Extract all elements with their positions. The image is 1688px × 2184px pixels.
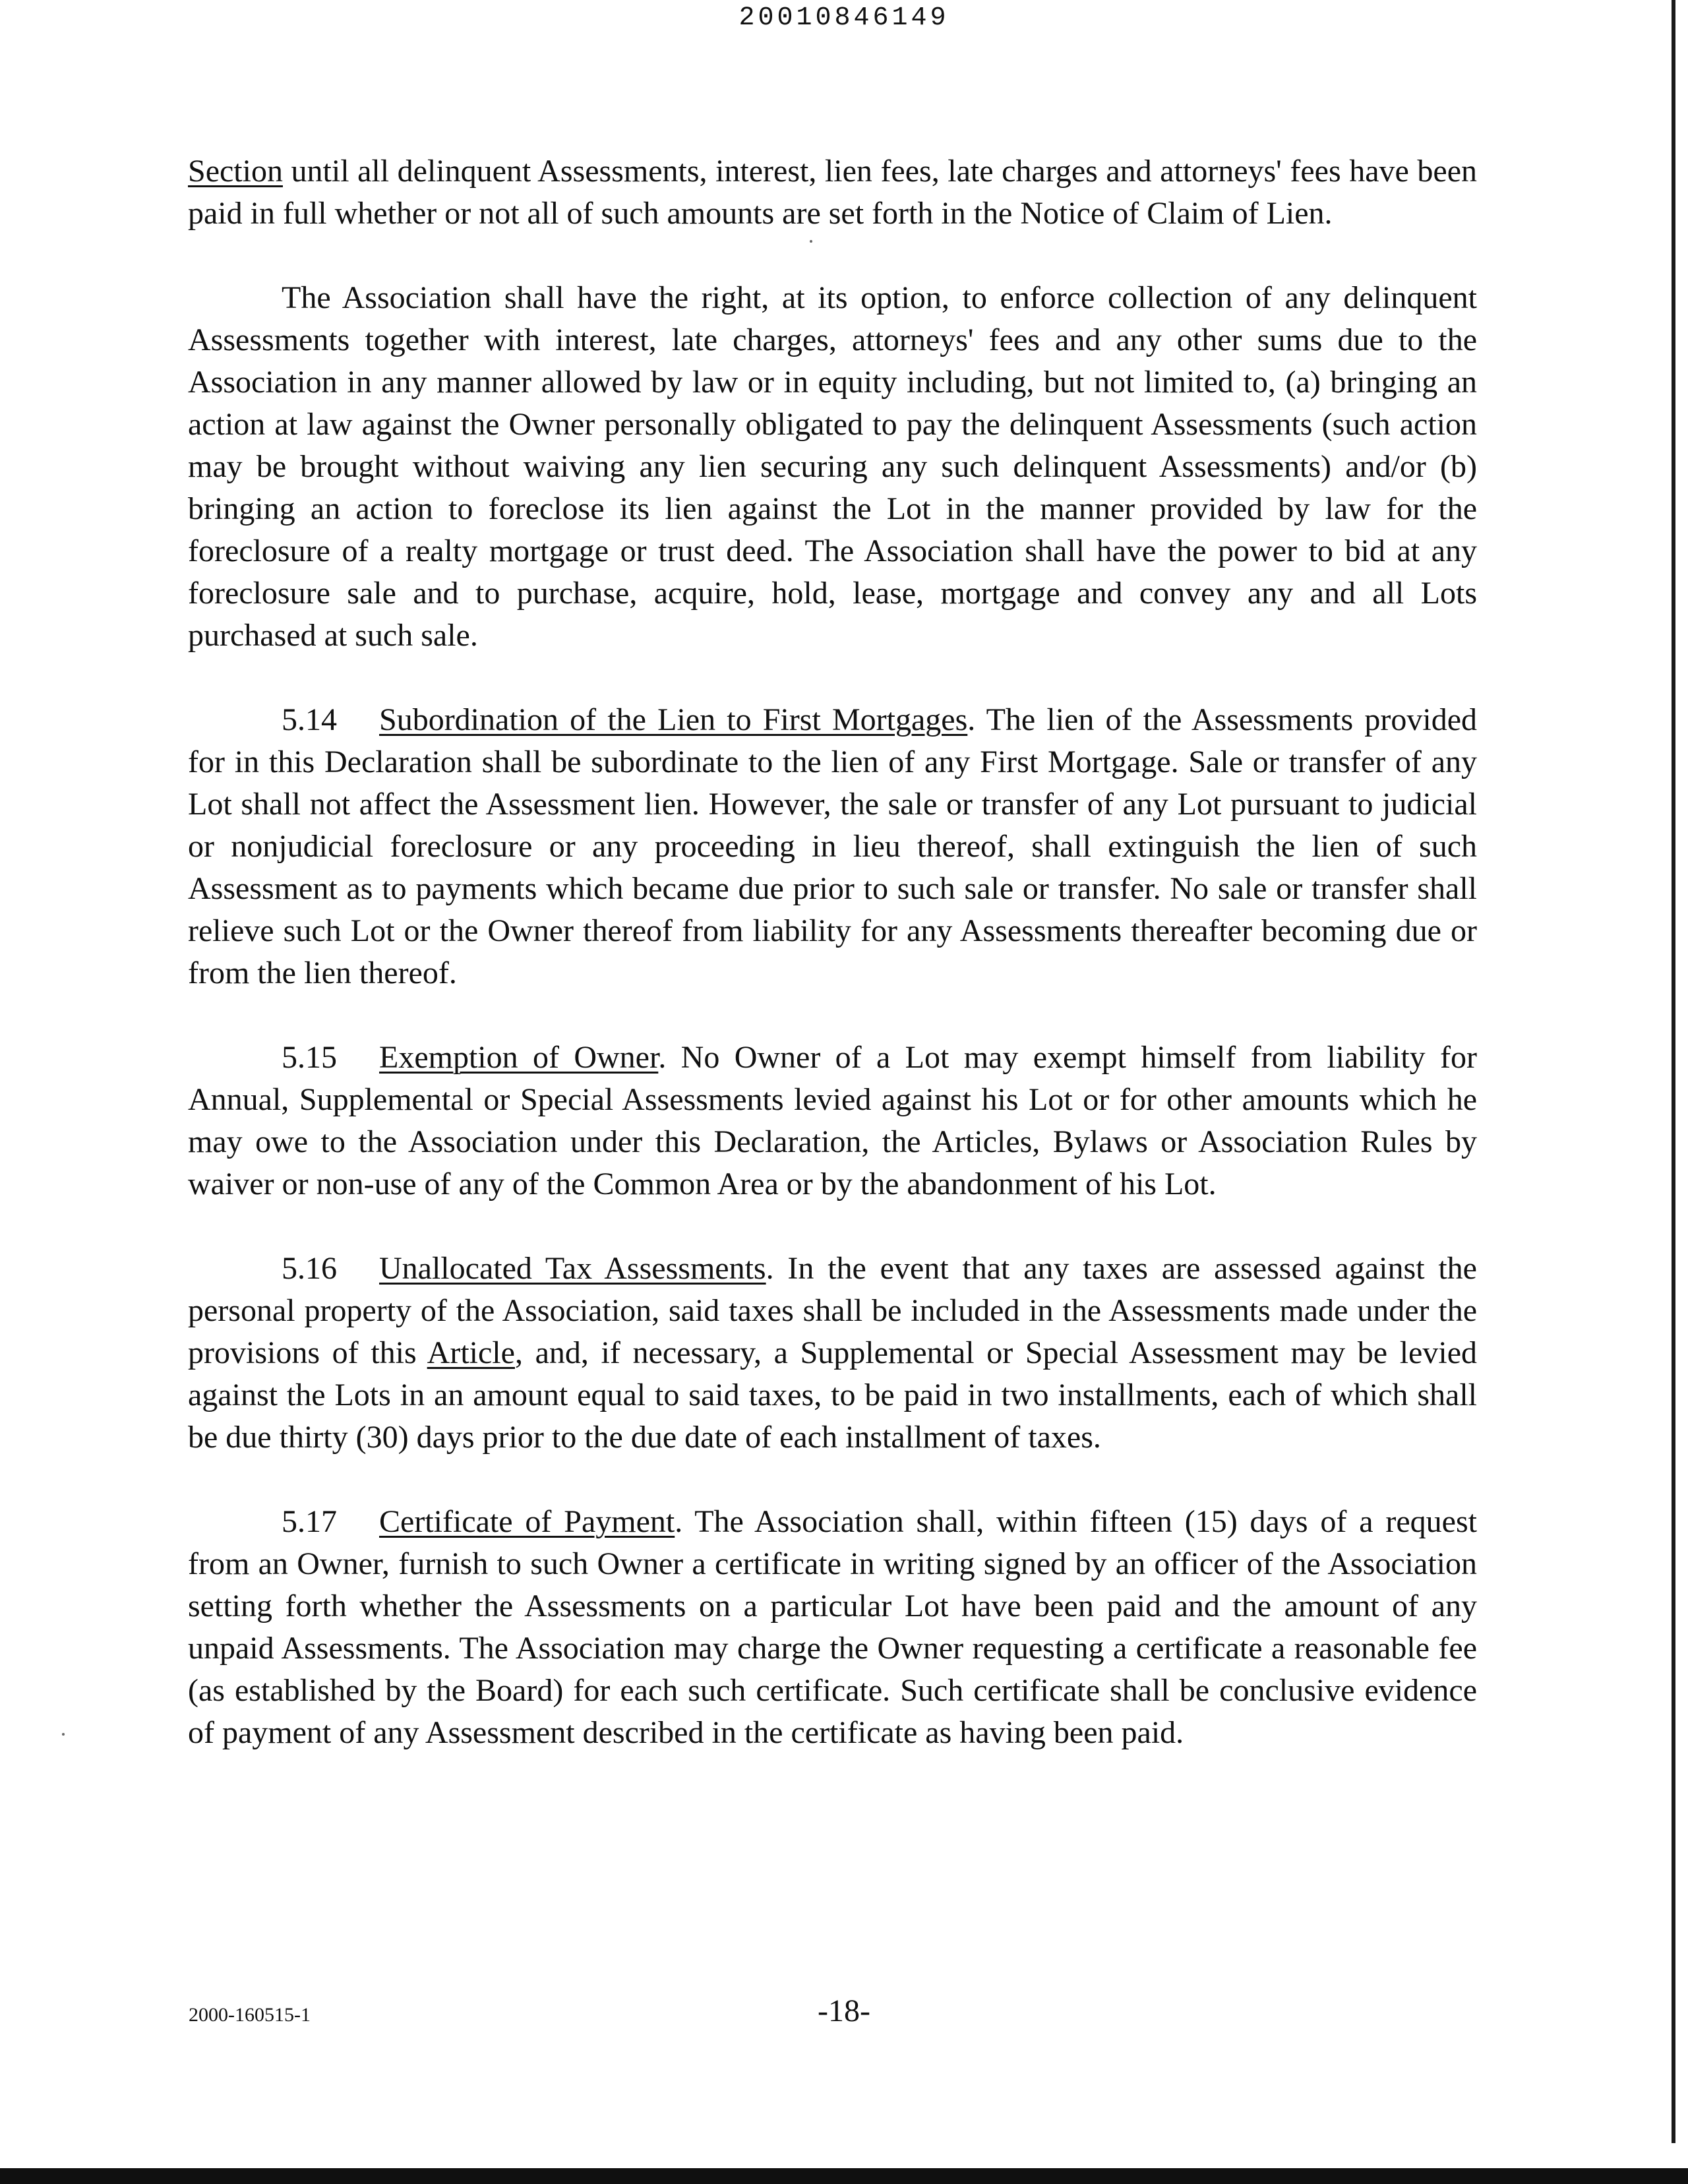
section-number: 5.16 (282, 1251, 337, 1286)
section-5-17 (188, 1501, 1477, 1754)
document-body (188, 150, 1477, 1796)
paragraph-text: until all delinquent Assessments, interest, lien fees, late charges and attorneys' fees have been paid in full whether or not all of such amounts are set forth in the Notice of Claim of Lien. (188, 154, 1477, 231)
section-text-continued: , and, if necessary, a Supplemental or Special Assessment may be levied against the Lots in an amount equal to said taxes, to be paid in two installments, each of which shall be due thirty (30) days prior to the due date of each installment of taxes. (188, 1335, 1477, 1455)
section-heading: Unallocated Tax Assessments (379, 1251, 766, 1286)
section-heading: Subordination of the Lien to First Mortgages (379, 702, 968, 737)
footer-document-id: 2000-160515-1 (189, 2004, 311, 2026)
scan-edge-bottom (0, 2168, 1688, 2184)
paragraph-section-continuation (188, 150, 1477, 235)
scan-speck (810, 240, 812, 243)
section-text: . The lien of the Assessments provided for in this Declaration shall be subordinate to the lien of any First Mortgage. Sale or transfer of any Lot shall not affect the Assessment lien. However, the sale or transfer of any Lot pursuant to judicial or nonjudicial foreclosure or any proceeding in lieu thereof, shall extinguish the lien of such Assessment as to payments which became due prior to such sale or transfer. No sale or transfer shall relieve such Lot or the Owner thereof from liability for any Assessments thereafter becoming due or from the lien thereof. (188, 702, 1477, 990)
document-number: 20010846149 (738, 3, 950, 33)
scan-speck (62, 1733, 65, 1736)
paragraph-enforcement: The Association shall have the right, at its option, to enforce collection of any delinquent Assessments together with interest, late charges, attorneys' fees and any other sums due to the Association in any manner allowed by law or in equity including, but not limited to, (a) bringing an action at law against the Owner personally obligated to pay the delinquent Assessments (such action may be brought without waiving any lien securing any such delinquent Assessments) and/or (b) bringing an action to foreclose its lien against the Lot in the manner provided by law for the foreclosure of a realty mortgage or trust deed. The Association shall have the power to bid at any foreclosure sale and to purchase, acquire, hold, lease, mortgage and convey any and all Lots purchased at such sale. (188, 280, 1477, 653)
section-text: . No Owner of a Lot may exempt himself from liability for Annual, Supplemental or Special Assessments levied against his Lot or for other amounts which he may owe to the Association under this Declaration, the Articles, Bylaws or Association Rules by waiver or non-use of any of the Common Area or by the abandonment of his Lot. (188, 1040, 1477, 1201)
section-reference-heading: Section (188, 154, 283, 189)
section-5-14 (188, 699, 1477, 994)
page-number: -18- (818, 1993, 870, 2028)
section-heading: Certificate of Payment (379, 1504, 675, 1539)
section-number: 5.14 (282, 702, 337, 737)
section-number: 5.15 (282, 1040, 337, 1075)
section-5-16 (188, 1248, 1477, 1459)
article-reference-heading: Article (427, 1335, 515, 1370)
section-text: . In the event that any taxes are assessed against the personal property of the Association, said taxes shall be included in the Assessments made under the provisions of this (188, 1251, 1477, 1370)
section-5-15 (188, 1037, 1477, 1205)
section-heading: Exemption of Owner (379, 1040, 659, 1075)
section-number: 5.17 (282, 1504, 337, 1539)
section-text: . The Association shall, within fifteen (15) days of a request from an Owner, furnish to such Owner a certificate in writing signed by an officer of the Association setting forth whether the Assessments on a particular Lot have been paid and the amount of any unpaid Assessments. The Association may charge the Owner requesting a certificate a reasonable fee (as established by the Board) for each such certificate. Such certificate shall be conclusive evidence of payment of any Assessment described in the certificate as having been paid. (188, 1504, 1477, 1750)
scan-edge-right (1672, 0, 1675, 2143)
